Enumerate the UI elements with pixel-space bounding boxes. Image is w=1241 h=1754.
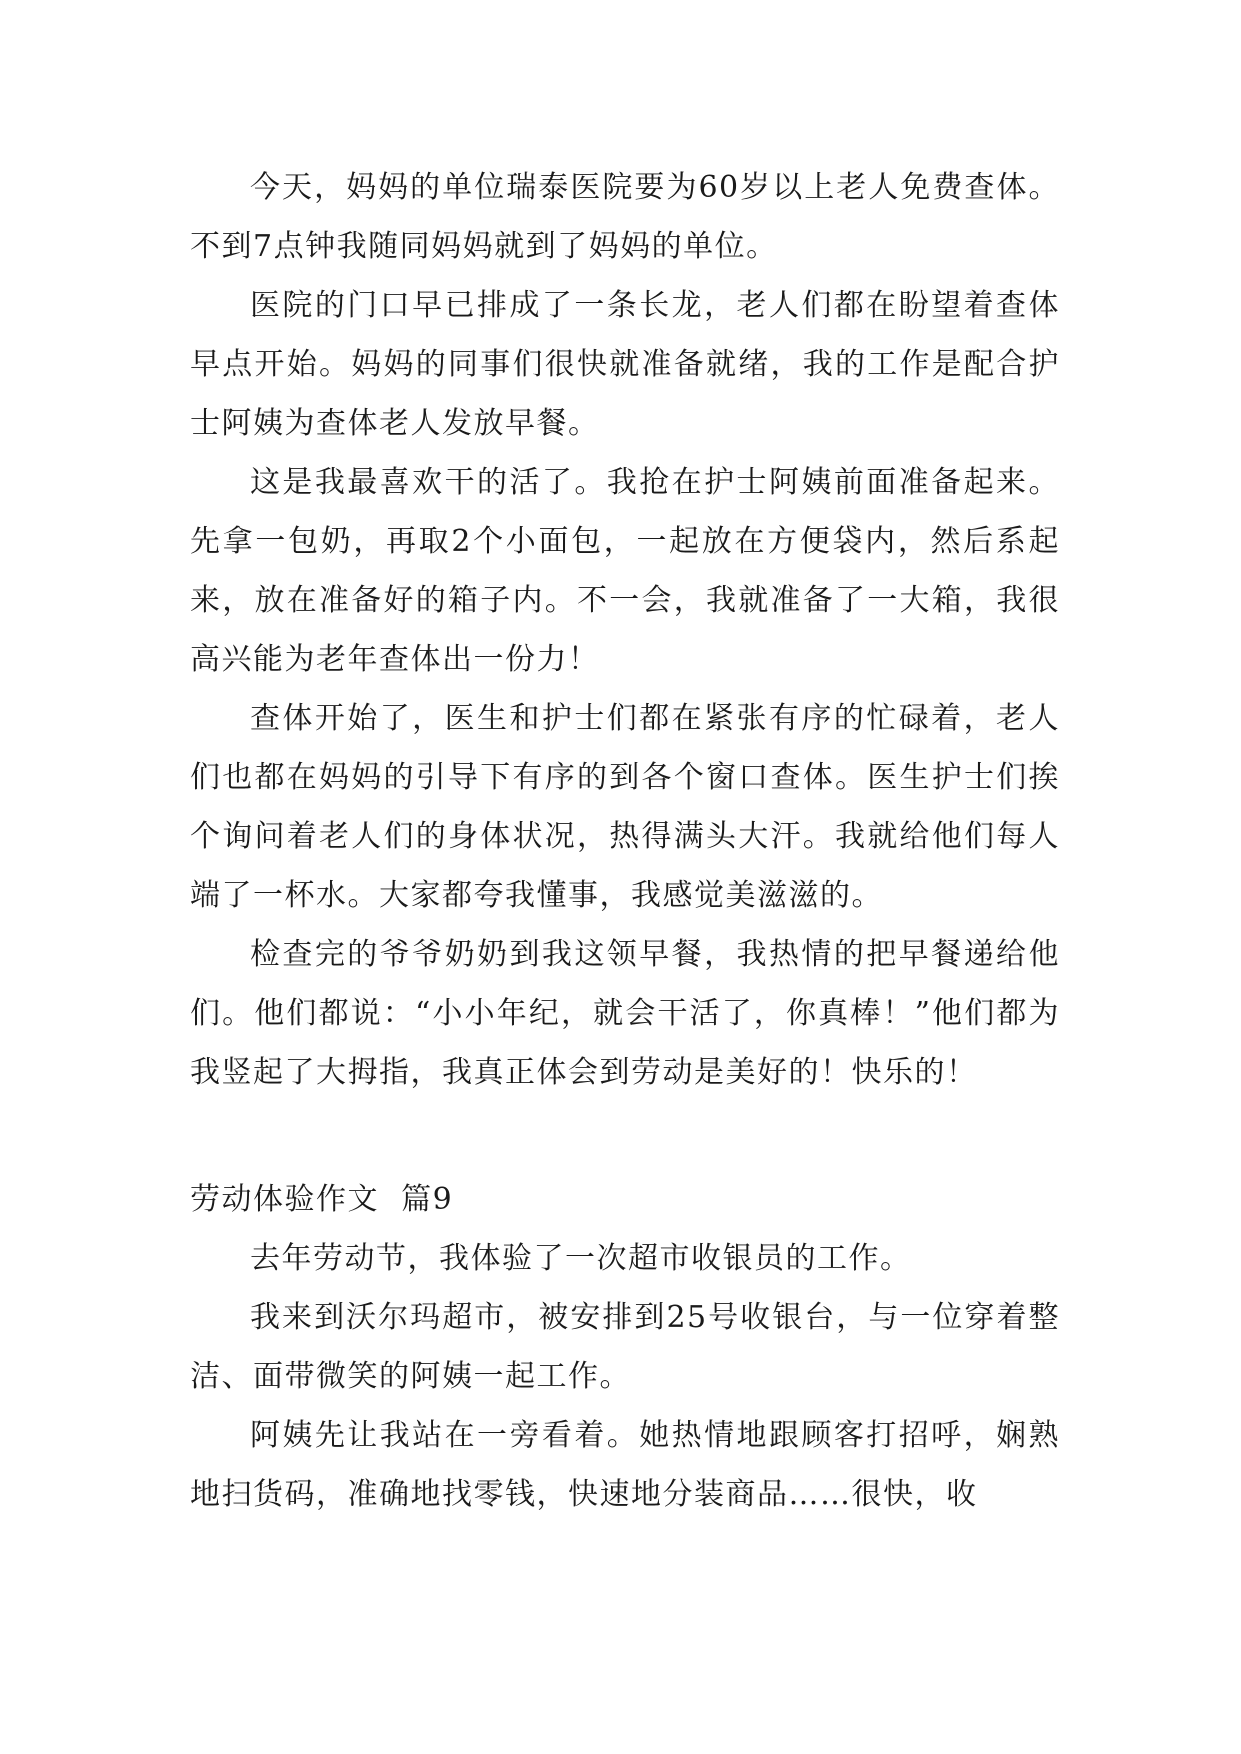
paragraph: 今天，妈妈的单位瑞泰医院要为60岁以上老人免费查体。不到7点钟我随同妈妈就到了妈妈的单位。 <box>190 170 1060 264</box>
paragraph: 去年劳动节，我体验了一次超市收银员的工作。 <box>250 1241 912 1276</box>
paragraph: 我来到沃尔玛超市，被安排到25号收银台，与一位穿着整洁、面带微笑的阿姨一起工作。 <box>190 1300 1060 1394</box>
paragraph: 阿姨先让我站在一旁看着。她热情地跟顾客打招呼，娴熟地扫货码，准确地找零钱，快速地分装商品……很快，收 <box>190 1418 1060 1512</box>
paragraph: 这是我最喜欢干的活了。我抢在护士阿姨前面准备起来。先拿一包奶，再取2个小面包，一起放在方便袋内，然后系起来，放在准备好的箱子内。不一会，我就准备了一大箱，我很高兴能为老年查体出一份力！ <box>190 465 1060 677</box>
paragraph: 检查完的爷爷奶奶到我这领早餐，我热情的把早餐递给他们。他们都说：“小小年纪，就会干活了，你真棒！”他们都为我竖起了大拇指，我真正体会到劳动是美好的！快乐的！ <box>190 937 1060 1090</box>
document-body <box>190 158 1060 1524</box>
paragraph: 医院的门口早已排成了一条长龙，老人们都在盼望着查体早点开始。妈妈的同事们很快就准备就绪，我的工作是配合护士阿姨为查体老人发放早餐。 <box>190 288 1060 441</box>
paragraph: 查体开始了，医生和护士们都在紧张有序的忙碌着，老人们也都在妈妈的引导下有序的到各个窗口查体。医生护士们挨个询问着老人们的身体状况，热得满头大汗。我就给他们每人端了一杯水。大家都夸我懂事，我感觉美滋滋的。 <box>190 701 1060 913</box>
section-title: 劳动体验作文 篇9 <box>190 1182 454 1217</box>
